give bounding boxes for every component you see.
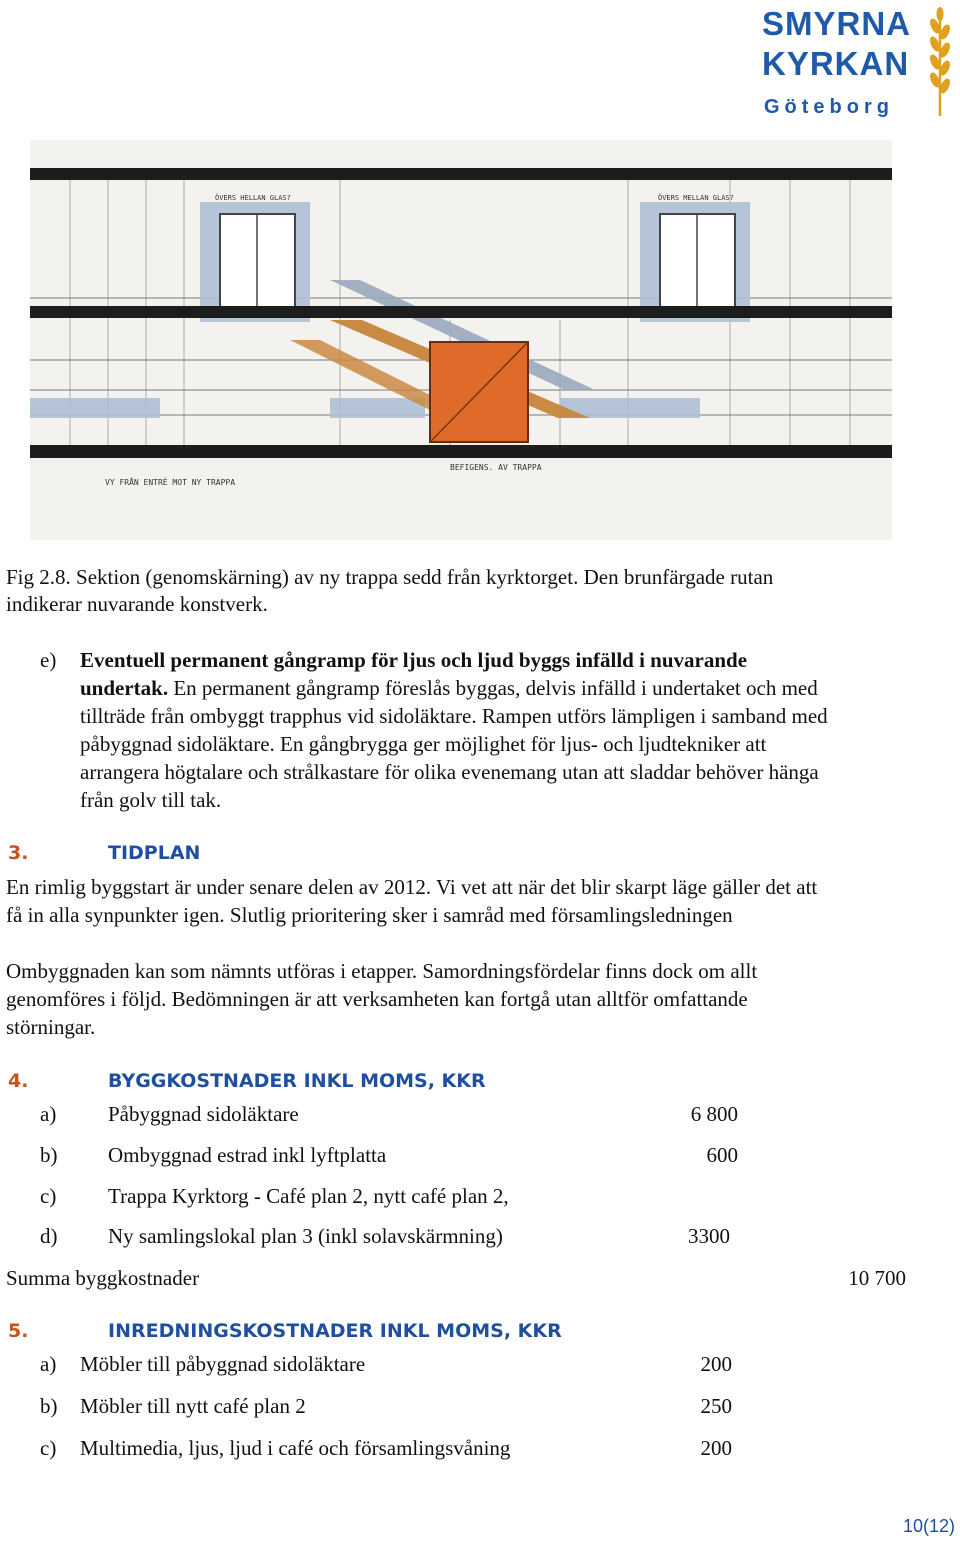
drawing-label-bottom-left: VY FRÅN ENTRÉ MOT NY TRAPPA — [105, 478, 236, 487]
cost-row — [0, 1100, 960, 1128]
item-e-line-6: från golv till tak. — [80, 788, 222, 812]
figure-caption-line-1: Fig 2.8. Sektion (genomskärning) av ny trappa sedd från kyrktorget. Den brunfärgade rutan — [6, 565, 774, 589]
item-e-line-2-text: En permanent gångramp föreslås byggas, delvis infälld i undertaket och med — [168, 676, 818, 700]
section-3-number: 3. — [8, 842, 29, 864]
wheat-icon — [925, 4, 955, 122]
logo-line-1: SMYRNA — [762, 5, 912, 42]
section-3-p2-line-1: Ombyggnaden kan som nämnts utföras i etapper. Samordningsfördelar finns dock om allt — [6, 959, 758, 983]
section-5-title: INREDNINGSKOSTNADER INKL MOMS, KKR — [108, 1320, 562, 1342]
cost-sum-row — [0, 1264, 960, 1292]
drawing-label-top-right: ÖVERS MELLAN GLAS? — [658, 194, 734, 202]
section-4-title: BYGGKOSTNADER INKL MOMS, KKR — [108, 1070, 486, 1092]
cost-value: 3300 — [688, 1224, 730, 1248]
item-e-title: Eventuell permanent gångramp för ljus och ljud byggs infälld i nuvarande — [80, 648, 748, 672]
furnishing-value: 200 — [700, 1436, 732, 1460]
cost-marker: d) — [40, 1224, 58, 1248]
cost-marker: a) — [40, 1102, 57, 1126]
section-drawing — [30, 140, 892, 540]
item-e-line-3: tillträde från ombyggt trapphus vid sidoläktare. Rampen utförs lämpligen i samband med — [80, 704, 828, 728]
furnishing-marker: c) — [40, 1436, 57, 1460]
section-3-p1-line-1: En rimlig byggstart är under senare delen av 2012. Vi vet att när det blir skarpt läge gäller det att — [6, 875, 818, 899]
furnishing-row — [0, 1434, 960, 1462]
section-3-title: TIDPLAN — [108, 842, 201, 864]
cost-label: Trappa Kyrktorg - Café plan 2, nytt café plan 2, — [108, 1184, 509, 1208]
cost-label: Ny samlingslokal plan 3 (inkl solavskärmning) — [108, 1224, 503, 1248]
furnishing-marker: a) — [40, 1352, 57, 1376]
cost-label: Ombyggnad estrad inkl lyftplatta — [108, 1143, 387, 1167]
furnishing-value: 200 — [700, 1352, 732, 1376]
item-e-marker: e) — [40, 648, 57, 672]
section-4-number: 4. — [8, 1070, 29, 1092]
item-e-line-4: påbyggnad sidoläktare. En gångbrygga ger möjlighet för ljus- och ljudtekniker att — [80, 732, 767, 756]
cost-value: 6 800 — [690, 1102, 738, 1126]
item-e-title-end: undertak. — [80, 676, 169, 700]
cost-marker: b) — [40, 1143, 58, 1167]
cost-row — [0, 1141, 960, 1169]
section-3-p2-line-3: störningar. — [6, 1015, 96, 1039]
logo-line-3: Göteborg — [764, 96, 894, 118]
cost-sum-label: Summa byggkostnader — [6, 1266, 200, 1290]
drawing-label-bottom-right: BEFIGENS. AV TRAPPA — [450, 463, 542, 472]
furnishing-label: Möbler till påbyggnad sidoläktare — [80, 1352, 366, 1376]
page-number: 10(12) — [902, 1516, 955, 1536]
cost-marker: c) — [40, 1184, 57, 1208]
drawing-label-top-left: ÖVERS HELLAN GLAS? — [215, 194, 291, 202]
furnishing-label: Möbler till nytt café plan 2 — [80, 1394, 306, 1418]
furnishing-row — [0, 1392, 960, 1420]
furnishing-value: 250 — [700, 1394, 732, 1418]
furnishing-marker: b) — [40, 1394, 58, 1418]
item-e-line-2 — [80, 674, 818, 702]
cost-row — [0, 1182, 960, 1210]
section-5-number: 5. — [8, 1320, 29, 1342]
cost-label: Påbyggnad sidoläktare — [108, 1102, 299, 1126]
cost-row — [0, 1222, 960, 1250]
section-3-p1-line-2: få in alla synpunkter igen. Slutlig prioritering sker i samråd med församlingsledningen — [6, 903, 733, 927]
cost-value: 600 — [706, 1143, 738, 1167]
item-e-line-5: arrangera högtalare och strålkastare för olika evenemang utan att sladdar behöver hänga — [80, 760, 819, 784]
logo-line-2: KYRKAN — [762, 45, 910, 82]
logo — [760, 4, 955, 122]
figure-caption-line-2: indikerar nuvarande konstverk. — [6, 592, 268, 616]
section-3-p2-line-2: genomföres i följd. Bedömningen är att verksamheten kan fortgå utan alltför omfattande — [6, 987, 748, 1011]
furnishing-label: Multimedia, ljus, ljud i café och församlingsvåning — [80, 1436, 511, 1460]
cost-sum-value: 10 700 — [848, 1266, 906, 1290]
section-drawing-svg — [30, 140, 892, 540]
furnishing-row — [0, 1350, 960, 1378]
